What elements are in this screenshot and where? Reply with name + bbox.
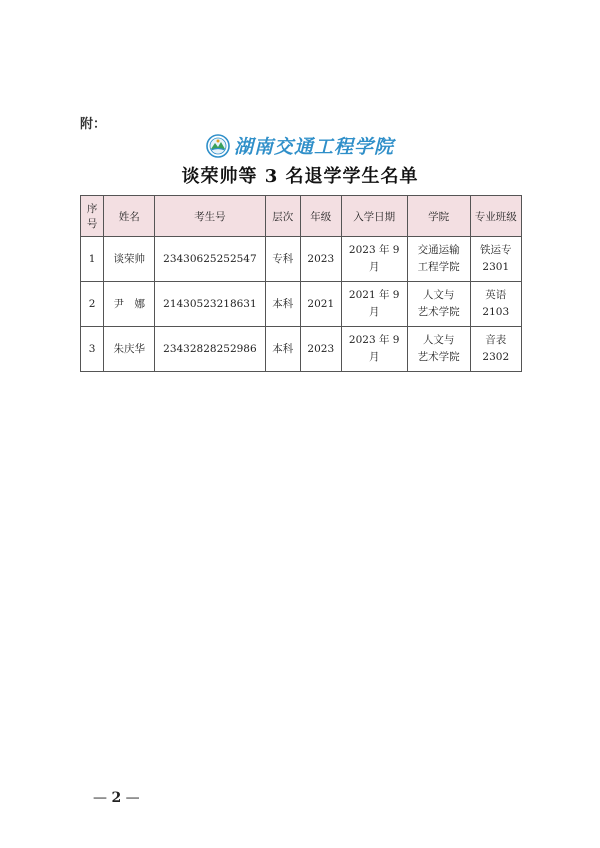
college-line-1: 人文与 — [422, 289, 455, 301]
header-level: 层次 — [265, 196, 300, 237]
class-line-1: 铁运专 — [480, 244, 512, 256]
header-college: 学院 — [407, 196, 470, 237]
class-line-2: 2301 — [482, 261, 510, 273]
page-number — [93, 790, 140, 806]
cell-grade: 2023 — [300, 237, 341, 282]
header-exam-number: 考生号 — [155, 196, 265, 237]
table-header-row — [81, 196, 522, 237]
table-row — [81, 237, 522, 282]
college-line-2: 工程学院 — [417, 261, 460, 273]
cell-enroll-date: 2023 年 9 月 — [341, 327, 407, 372]
cell-major-class — [470, 237, 521, 282]
college-line-1: 人文与 — [422, 334, 455, 346]
cell-seq: 1 — [81, 237, 104, 282]
college-emblem-icon — [206, 134, 230, 158]
college-logo-text: 湖南交通工程学院 — [233, 136, 394, 158]
college-line-1: 交通运输 — [417, 244, 460, 256]
cell-seq: 3 — [81, 327, 104, 372]
cell-level: 本科 — [265, 327, 300, 372]
header-grade: 年级 — [300, 196, 341, 237]
header-seq — [81, 196, 104, 237]
page-dash-left: — — [93, 790, 107, 806]
header-name: 姓名 — [104, 196, 155, 237]
cell-name: 朱庆华 — [104, 327, 155, 372]
cell-level: 专科 — [265, 237, 300, 282]
cell-major-class: 音表 2302 — [470, 327, 521, 372]
cell-enroll-date: 2021 年 9 月 — [341, 282, 407, 327]
cell-exam-number: 23430625252547 — [155, 237, 265, 282]
document-title: 谈荣帅等 3 名退学学生名单 — [181, 166, 419, 187]
cell-grade: 2023 — [300, 327, 341, 372]
cell-level: 本科 — [265, 282, 300, 327]
cell-enroll-date: 2023 年 9 月 — [341, 237, 407, 282]
cell-exam-number: 21430523218631 — [155, 282, 265, 327]
cell-college — [407, 282, 470, 327]
college-line-2: 艺术学院 — [417, 351, 460, 363]
cell-major-class: 英语 2103 — [470, 282, 521, 327]
cell-name: 谈荣帅 — [104, 237, 155, 282]
header-seq-label: 序 号 — [86, 203, 98, 230]
cell-college — [407, 327, 470, 372]
college-line-2: 艺术学院 — [417, 306, 460, 318]
cell-grade: 2021 — [300, 282, 341, 327]
college-logo — [0, 132, 600, 159]
table-row — [81, 327, 522, 372]
page-number-value: 2 — [111, 790, 122, 806]
header-enroll-date: 入学日期 — [341, 196, 407, 237]
page-dash-right: — — [125, 790, 140, 806]
cell-seq: 2 — [81, 282, 104, 327]
attachment-label: 附： — [80, 117, 107, 132]
cell-exam-number: 23432828252986 — [155, 327, 265, 372]
cell-college — [407, 237, 470, 282]
cell-name: 尹 娜 — [104, 282, 155, 327]
table-row — [81, 282, 522, 327]
header-major-class: 专业班级 — [470, 196, 521, 237]
withdrawal-student-table — [80, 195, 522, 372]
